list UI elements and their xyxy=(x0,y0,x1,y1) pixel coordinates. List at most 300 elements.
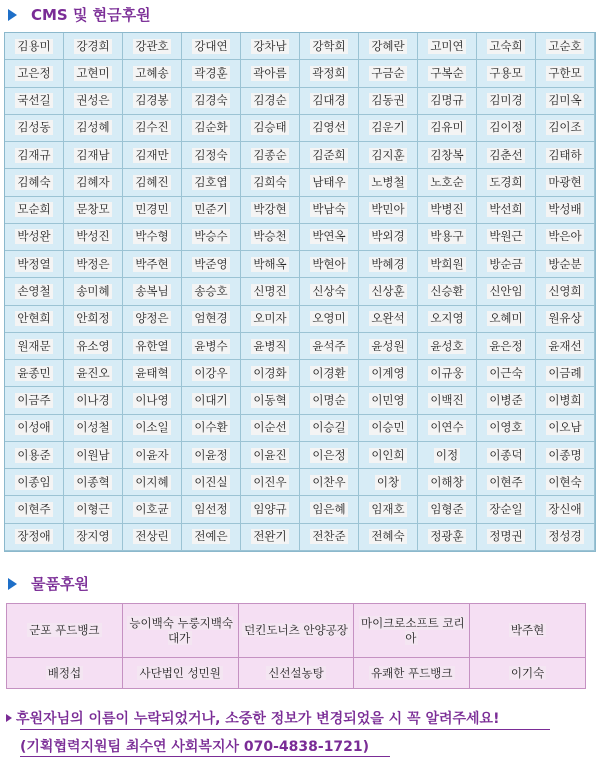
donor-name: 이찬우 xyxy=(312,474,346,489)
donor-name: 이종덕 xyxy=(489,447,523,462)
donor-name: 이강우 xyxy=(194,365,228,380)
donor-cell xyxy=(123,60,182,87)
donor-name: 장지영 xyxy=(76,529,110,544)
donor-cell xyxy=(300,469,359,496)
donor-cell xyxy=(477,524,536,551)
donor-name: 김동권 xyxy=(371,93,405,108)
donor-cell xyxy=(64,197,123,224)
donor-name: 박희원 xyxy=(430,256,464,271)
donor-name: 윤성호 xyxy=(430,338,464,353)
donor-name: 김유미 xyxy=(430,120,464,135)
donor-cell xyxy=(182,197,241,224)
notice-text: 후원자님의 이름이 누락되었거나, 소중한 정보가 변경되었을 시 꼭 알려주세요! xyxy=(16,711,500,727)
arrow-right-icon xyxy=(6,714,12,722)
donor-name: 장정애 xyxy=(17,529,51,544)
donor-cell xyxy=(123,197,182,224)
donor-name: 장순일 xyxy=(489,502,523,517)
cms-section-title xyxy=(8,4,151,25)
donor-cell xyxy=(477,387,536,414)
donor-cell xyxy=(477,88,536,115)
donor-name: 김창복 xyxy=(430,147,464,162)
donor-cell xyxy=(359,387,418,414)
triangle-right-icon xyxy=(8,578,17,590)
donor-cell xyxy=(477,496,536,523)
donor-name: 안현희 xyxy=(17,311,51,326)
donor-cell xyxy=(64,496,123,523)
goods-donor-name: 박주현 xyxy=(510,623,545,638)
donor-cell xyxy=(359,115,418,142)
donor-name: 이오남 xyxy=(548,420,582,435)
donor-name: 박선희 xyxy=(489,202,523,217)
donor-name: 신안임 xyxy=(489,283,523,298)
donor-cell xyxy=(536,442,595,469)
donor-name: 김혜자 xyxy=(76,174,110,189)
donor-cell xyxy=(182,169,241,196)
donor-cell xyxy=(241,442,300,469)
donor-name: 고현미 xyxy=(76,65,110,80)
donor-cell xyxy=(182,496,241,523)
donor-name: 임양규 xyxy=(253,502,287,517)
goods-donor-cell xyxy=(354,604,470,658)
donor-cell xyxy=(5,60,64,87)
goods-donor-name: 사단법인 성민원 xyxy=(139,665,221,680)
donor-cell xyxy=(359,524,418,551)
donor-name: 오미자 xyxy=(253,311,287,326)
donor-cell xyxy=(418,142,477,169)
donor-name: 엄현경 xyxy=(194,311,228,326)
donor-name: 이순선 xyxy=(253,420,287,435)
donor-cell xyxy=(536,333,595,360)
donor-cell xyxy=(5,278,64,305)
donor-name: 이금주 xyxy=(17,393,51,408)
donor-cell xyxy=(300,387,359,414)
donor-name: 윤병수 xyxy=(194,338,228,353)
donor-name: 전혜숙 xyxy=(371,529,405,544)
donor-cell xyxy=(300,306,359,333)
donor-name: 이현숙 xyxy=(548,474,582,489)
donor-name: 김순화 xyxy=(194,120,228,135)
donor-cell xyxy=(536,33,595,60)
donor-name: 임재호 xyxy=(371,502,405,517)
donor-name: 송미혜 xyxy=(76,283,110,298)
donor-name: 이경화 xyxy=(253,365,287,380)
donor-name: 이규웅 xyxy=(430,365,464,380)
goods-donor-cell xyxy=(7,658,123,689)
donor-name: 박주현 xyxy=(135,256,169,271)
donor-cell xyxy=(359,278,418,305)
donor-name: 박현아 xyxy=(312,256,346,271)
donor-cell xyxy=(418,169,477,196)
donor-name: 이수환 xyxy=(194,420,228,435)
contact-info: (기획협력지원팀 최수연 사회복지사 070-4838-1721) xyxy=(20,739,370,755)
donor-cell xyxy=(477,333,536,360)
donor-name: 박남숙 xyxy=(312,202,346,217)
donor-name: 이진실 xyxy=(194,474,228,489)
donor-cell xyxy=(418,33,477,60)
donor-cell xyxy=(5,251,64,278)
donor-name: 곽경훈 xyxy=(194,65,228,80)
donor-name: 이민영 xyxy=(371,393,405,408)
donor-cell xyxy=(123,115,182,142)
donor-name: 손영철 xyxy=(17,283,51,298)
donor-name: 김이정 xyxy=(489,120,523,135)
donor-cell xyxy=(418,415,477,442)
donor-cell xyxy=(64,115,123,142)
goods-donor-cell xyxy=(238,604,354,658)
donor-cell xyxy=(5,469,64,496)
donor-cell xyxy=(477,278,536,305)
donor-name: 김지훈 xyxy=(371,147,405,162)
donor-name: 이계영 xyxy=(371,365,405,380)
donor-name: 이근숙 xyxy=(489,365,523,380)
donor-name: 박해옥 xyxy=(253,256,287,271)
donor-cell xyxy=(241,60,300,87)
donor-name: 신승환 xyxy=(430,283,464,298)
donor-cell xyxy=(300,524,359,551)
donor-name: 이명순 xyxy=(312,393,346,408)
donor-name: 이영호 xyxy=(489,420,523,435)
donor-cell xyxy=(241,469,300,496)
donor-cell xyxy=(300,415,359,442)
donor-cell xyxy=(359,442,418,469)
donor-name: 임은혜 xyxy=(312,502,346,517)
donor-cell xyxy=(536,496,595,523)
donor-cell xyxy=(359,33,418,60)
donor-cell xyxy=(418,469,477,496)
donor-cell xyxy=(241,33,300,60)
donor-name: 김재규 xyxy=(17,147,51,162)
donor-name: 임선정 xyxy=(194,502,228,517)
donor-name: 이나영 xyxy=(135,393,169,408)
donor-name: 송승호 xyxy=(194,283,228,298)
notice-underline xyxy=(20,729,550,730)
donor-name: 박용구 xyxy=(430,229,464,244)
goods-title-text: 물품후원 xyxy=(31,575,89,593)
donor-name: 이성애 xyxy=(17,420,51,435)
donor-name: 양정은 xyxy=(135,311,169,326)
donor-name: 김미경 xyxy=(489,93,523,108)
donor-name: 윤석주 xyxy=(312,338,346,353)
donor-name: 김희숙 xyxy=(253,174,287,189)
donor-cell xyxy=(477,306,536,333)
donor-name: 고숙희 xyxy=(489,38,523,53)
donor-cell xyxy=(418,60,477,87)
donor-cell xyxy=(182,33,241,60)
donor-name: 박성완 xyxy=(17,229,51,244)
donor-cell xyxy=(359,169,418,196)
donor-cell xyxy=(359,142,418,169)
donor-name: 윤성원 xyxy=(371,338,405,353)
donor-name: 노호순 xyxy=(430,174,464,189)
donor-name: 고미연 xyxy=(430,38,464,53)
donor-name: 원재문 xyxy=(17,338,51,353)
donor-cell xyxy=(241,251,300,278)
donor-name: 김재만 xyxy=(135,147,169,162)
donor-cell xyxy=(536,197,595,224)
donor-cell xyxy=(182,142,241,169)
donor-cell xyxy=(536,60,595,87)
donor-cell xyxy=(123,169,182,196)
donor-name: 안희정 xyxy=(76,311,110,326)
donor-cell xyxy=(300,360,359,387)
donor-cell xyxy=(300,60,359,87)
donor-cell xyxy=(241,278,300,305)
donor-cell xyxy=(123,88,182,115)
donor-cell xyxy=(536,360,595,387)
donor-name: 장신애 xyxy=(548,502,582,517)
goods-row xyxy=(7,604,586,658)
donor-name: 김영선 xyxy=(312,120,346,135)
triangle-right-icon xyxy=(8,9,17,21)
donor-name: 김춘선 xyxy=(489,147,523,162)
donor-cell xyxy=(241,306,300,333)
donor-cell xyxy=(359,60,418,87)
donor-cell xyxy=(241,169,300,196)
donor-name: 신상숙 xyxy=(312,283,346,298)
donor-cell xyxy=(359,360,418,387)
donor-name: 이해창 xyxy=(430,474,464,489)
donor-cell xyxy=(536,387,595,414)
donor-cell xyxy=(241,496,300,523)
donor-cell xyxy=(418,333,477,360)
donor-cell xyxy=(418,524,477,551)
donor-name: 김태하 xyxy=(548,147,582,162)
donor-name: 이용준 xyxy=(17,447,51,462)
donor-name: 박혜경 xyxy=(371,256,405,271)
donor-cell xyxy=(182,60,241,87)
donor-name: 송복님 xyxy=(135,283,169,298)
donor-name: 이동혁 xyxy=(253,393,287,408)
donor-name: 김명규 xyxy=(430,93,464,108)
goods-donor-name: 군포 푸드뱅크 xyxy=(29,623,100,638)
donor-name: 이대기 xyxy=(194,393,228,408)
donor-name: 김혜숙 xyxy=(17,174,51,189)
donor-name: 김성혜 xyxy=(76,120,110,135)
donor-name: 김미옥 xyxy=(548,93,582,108)
donor-cell xyxy=(300,442,359,469)
donor-cell xyxy=(536,224,595,251)
donor-name: 윤은정 xyxy=(489,338,523,353)
donor-cell xyxy=(182,360,241,387)
donor-cell xyxy=(477,251,536,278)
donor-name: 신영희 xyxy=(548,283,582,298)
donor-name: 김용미 xyxy=(17,38,51,53)
donor-cell xyxy=(241,387,300,414)
donor-cell xyxy=(64,524,123,551)
donor-name: 이승길 xyxy=(312,420,346,435)
donor-name: 구용모 xyxy=(489,65,523,80)
donor-name: 전예은 xyxy=(194,529,228,544)
donor-cell xyxy=(5,496,64,523)
donor-cell xyxy=(418,306,477,333)
donor-cell xyxy=(241,333,300,360)
goods-donor-cell xyxy=(238,658,354,689)
donor-name: 구복순 xyxy=(430,65,464,80)
donor-cell xyxy=(300,142,359,169)
donor-name: 박은아 xyxy=(548,229,582,244)
donor-cell xyxy=(418,278,477,305)
donor-name: 김경봉 xyxy=(135,93,169,108)
donor-name: 이소일 xyxy=(135,420,169,435)
donor-cell xyxy=(418,224,477,251)
donor-cell xyxy=(182,387,241,414)
donor-cell xyxy=(300,33,359,60)
donor-cell xyxy=(477,60,536,87)
donor-name: 권성은 xyxy=(76,93,110,108)
donor-cell xyxy=(64,60,123,87)
donor-name: 이병준 xyxy=(489,393,523,408)
donor-cell xyxy=(123,442,182,469)
donor-name: 이윤정 xyxy=(194,447,228,462)
donor-cell xyxy=(418,387,477,414)
donor-cell xyxy=(418,197,477,224)
donor-cell xyxy=(241,197,300,224)
goods-donor-cell xyxy=(470,658,586,689)
donor-name: 오혜미 xyxy=(489,311,523,326)
donor-cell xyxy=(64,387,123,414)
donor-cell xyxy=(123,251,182,278)
donor-name: 곽아름 xyxy=(253,65,287,80)
donor-cell xyxy=(5,169,64,196)
donor-name: 이성철 xyxy=(76,420,110,435)
donor-cell xyxy=(64,251,123,278)
donor-name: 곽정희 xyxy=(312,65,346,80)
donor-cell xyxy=(64,469,123,496)
donor-name: 박원근 xyxy=(489,229,523,244)
donor-name: 박승천 xyxy=(253,229,287,244)
donor-cell xyxy=(5,224,64,251)
donor-cell xyxy=(5,415,64,442)
donor-name: 이경환 xyxy=(312,365,346,380)
goods-donor-name: 마이크로소프트 코리아 xyxy=(360,615,465,645)
donor-cell xyxy=(536,142,595,169)
donor-cell xyxy=(123,306,182,333)
donor-name: 이지혜 xyxy=(135,474,169,489)
donor-name: 윤태혁 xyxy=(135,365,169,380)
donor-cell xyxy=(300,197,359,224)
donor-name: 이인희 xyxy=(371,447,405,462)
donor-name: 박병진 xyxy=(430,202,464,217)
donor-name: 박정은 xyxy=(76,256,110,271)
goods-section-title xyxy=(8,573,89,594)
donor-name: 박준영 xyxy=(194,256,228,271)
donor-name: 이연수 xyxy=(430,420,464,435)
donor-name: 박성진 xyxy=(76,229,110,244)
donor-name: 김대경 xyxy=(312,93,346,108)
goods-donor-cell xyxy=(122,604,238,658)
donor-name: 구한모 xyxy=(548,65,582,80)
goods-donor-cell xyxy=(354,658,470,689)
donor-name: 김호엽 xyxy=(194,174,228,189)
donor-name: 문창모 xyxy=(76,202,110,217)
donor-cell xyxy=(64,33,123,60)
cms-donor-grid xyxy=(4,32,596,552)
donor-cell xyxy=(359,469,418,496)
donor-name: 김승태 xyxy=(253,120,287,135)
donor-cell xyxy=(477,33,536,60)
donor-cell xyxy=(536,169,595,196)
donor-cell xyxy=(182,251,241,278)
donor-name: 유한열 xyxy=(135,338,169,353)
donor-cell xyxy=(477,169,536,196)
donor-name: 김이조 xyxy=(548,120,582,135)
donor-name: 마광현 xyxy=(548,174,582,189)
goods-donor-cell xyxy=(7,604,123,658)
donor-cell xyxy=(300,251,359,278)
donor-cell xyxy=(123,360,182,387)
donor-cell xyxy=(241,524,300,551)
donor-name: 강관호 xyxy=(135,38,169,53)
goods-donor-name: 이기숙 xyxy=(510,665,545,680)
donor-name: 김성동 xyxy=(17,120,51,135)
donor-cell xyxy=(64,278,123,305)
donor-name: 전상린 xyxy=(135,529,169,544)
donor-name: 오완석 xyxy=(371,311,405,326)
donor-name: 도경희 xyxy=(489,174,523,189)
donor-cell xyxy=(300,278,359,305)
donor-cell xyxy=(418,442,477,469)
donor-name: 이백진 xyxy=(430,393,464,408)
donor-name: 이나경 xyxy=(76,393,110,408)
donor-name: 김운기 xyxy=(371,120,405,135)
donor-name: 박강현 xyxy=(253,202,287,217)
donor-cell xyxy=(418,251,477,278)
donor-name: 남태우 xyxy=(312,174,346,189)
donor-cell xyxy=(359,88,418,115)
notice-message xyxy=(6,708,499,728)
donor-name: 강혜란 xyxy=(371,38,405,53)
donor-name: 방순금 xyxy=(489,256,523,271)
donor-name: 박성배 xyxy=(548,202,582,217)
donor-name: 고순호 xyxy=(548,38,582,53)
donor-cell xyxy=(5,442,64,469)
donor-name: 박승수 xyxy=(194,229,228,244)
donor-name: 김수진 xyxy=(135,120,169,135)
donor-name: 이현주 xyxy=(17,502,51,517)
goods-donor-table xyxy=(6,603,586,689)
donor-name: 김경숙 xyxy=(194,93,228,108)
donor-cell xyxy=(64,88,123,115)
donor-cell xyxy=(536,278,595,305)
donor-cell xyxy=(182,224,241,251)
donor-cell xyxy=(359,224,418,251)
donor-cell xyxy=(64,142,123,169)
donor-cell xyxy=(418,496,477,523)
donor-name: 이은정 xyxy=(312,447,346,462)
donor-cell xyxy=(5,115,64,142)
cms-title-text: CMS 및 현금후원 xyxy=(31,6,151,24)
donor-name: 이정 xyxy=(435,447,459,462)
donor-cell xyxy=(359,251,418,278)
goods-donor-name: 신선설농탕 xyxy=(268,665,324,680)
donor-cell xyxy=(64,169,123,196)
donor-cell xyxy=(536,415,595,442)
donor-name: 임형준 xyxy=(430,502,464,517)
donor-name: 이현주 xyxy=(489,474,523,489)
donor-name: 강경희 xyxy=(76,38,110,53)
donor-cell xyxy=(182,524,241,551)
donor-name: 이윤진 xyxy=(253,447,287,462)
donor-name: 고은정 xyxy=(17,65,51,80)
donor-cell xyxy=(477,224,536,251)
donor-cell xyxy=(359,415,418,442)
donor-name: 신상훈 xyxy=(371,283,405,298)
donor-name: 민준기 xyxy=(194,202,228,217)
donor-name: 윤종민 xyxy=(17,365,51,380)
donor-name: 이승민 xyxy=(371,420,405,435)
goods-donor-name: 능이백숙 누룽지백숙 대가 xyxy=(129,615,234,645)
donor-cell xyxy=(182,415,241,442)
